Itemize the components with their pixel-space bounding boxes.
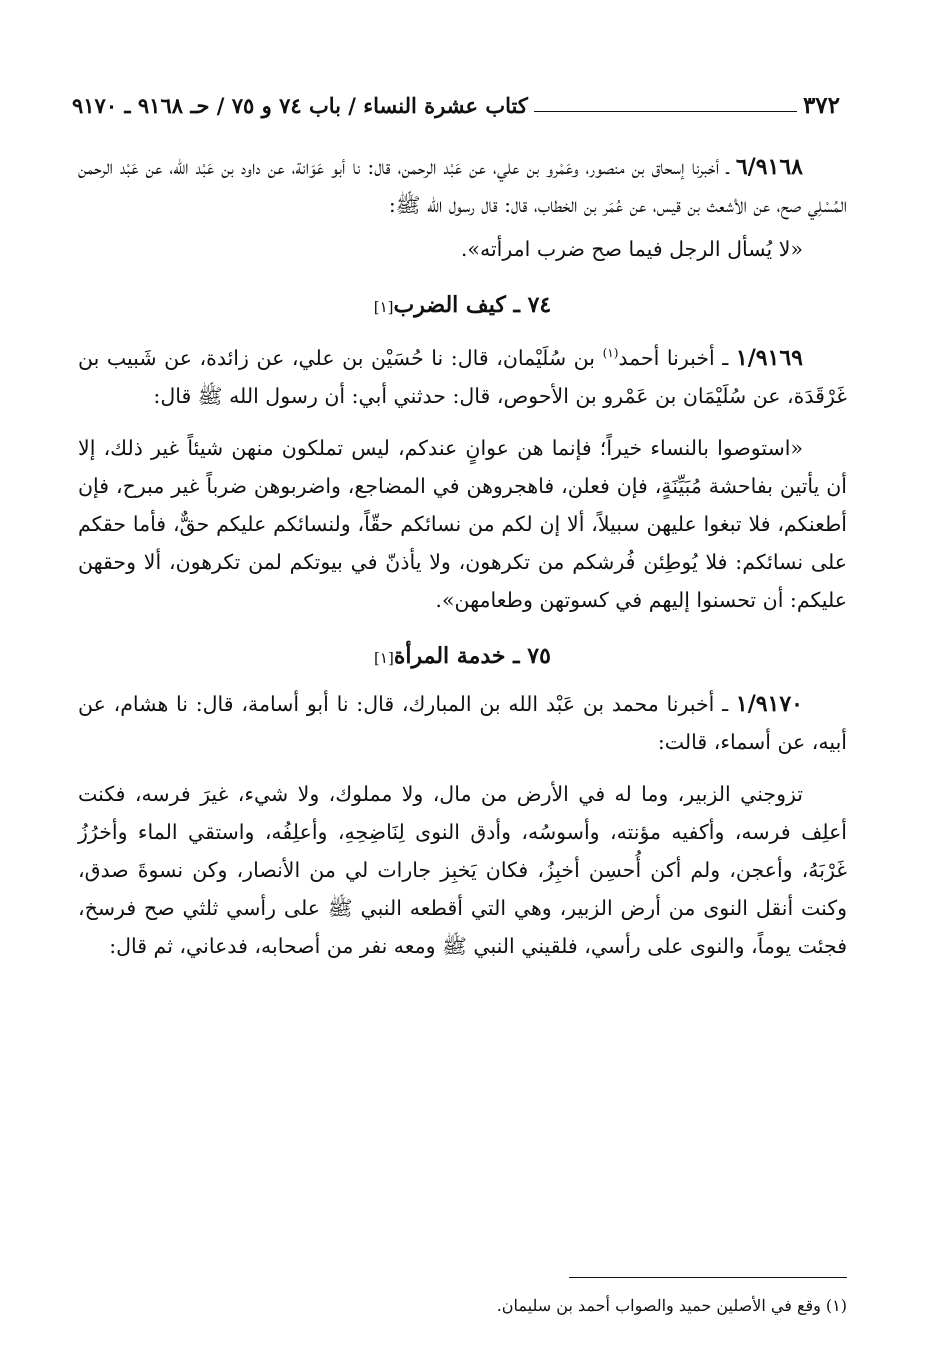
footnote-mark: (١) bbox=[602, 346, 619, 360]
footnote-rule bbox=[569, 1277, 847, 1278]
page-header bbox=[72, 88, 840, 122]
page-number: ٣٧٢ bbox=[802, 91, 840, 119]
section-75-ref: [١] bbox=[374, 648, 394, 667]
header-rule bbox=[534, 111, 797, 112]
section-75-title-text: ٧٥ ـ خدمة المرأة bbox=[393, 642, 551, 669]
hadith-9168-isnad-text: ـ أخبرنا إسحاق بن منصور، وعَمْرو بن علي، عن عَبْد الرحمن، قال: نا أبو عَوَانة، عن داود بن عَبْد الله، عن عَبْد الرحمن المُسْلِي صح، عن الأشعث بن قيس، عن عُمَر بن الخطاب، قال: قال رسول الله ﷺ: bbox=[78, 155, 847, 217]
section-74-title-text: ٧٤ ـ كيف الضرب bbox=[393, 292, 552, 318]
page-body bbox=[78, 148, 847, 965]
hadith-9169-matn: «استوصوا بالنساء خيراً؛ فإنما هن عوانٍ عندكم، ليس تملكون منهن شيئاً غير ذلك، إلا أن يأتين بفاحشة مُبَيِّنَةٍ، فإن فعلن، فاهجروهن في المضاجع، واضربوهن ضرباً غير مبرح، فإن أطعنكم، فلا تبغوا عليهن سبيلاً، ألا إن لكم من نسائكم حقّاً، ولنسائكم عليكم حقٌّ، فأما حقكم على نسائكم: فلا يُوطِئن فُرشكم من تكرهون، ولا يأذنّ في بيوتكم لمن تكرهون، ألا وحقهن عليكم: أن تحسنوا إليهم في كسوتهن وطعامهن». bbox=[78, 435, 847, 612]
section-74-title bbox=[78, 286, 847, 326]
hadith-9169-number: ١/٩١٦٩ bbox=[735, 344, 803, 371]
hadith-9170-isnad-text: ـ أخبرنا محمد بن عَبْد الله بن المبارك، قال: نا أبو أسامة، قال: نا هشام، عن أبيه، عن أسماء، قالت: bbox=[78, 691, 847, 754]
hadith-9169-isnad-part2: بن سُلَيْمان، قال: نا حُسَيْن بن علي، عن زائدة، عن شَبيب بن غَرْقَدَة، عن سُلَيْمَان بن عَمْرو بن الأحوص، قال: حدثني أبي: أن رسول الله ﷺ قال: bbox=[78, 345, 847, 408]
hadith-9170-matn: تزوجني الزبير، وما له في الأرض من مال، ولا مملوك، ولا شيء، غيرَ فرسه، فكنت أعلِف فرسه، وأكفيه مؤنته، وأسوسُه، وأدق النوى لِنَاضِحِهِ، وأعلِفُه، واستقي الماء وأخرُزُ غَرْبَهُ، وأعجن، ولم أكن أُحسِن أخبِزُ، فكان يَخبِز جارات لي من الأنصار، وكن نسوةَ صدق، وكنت أنقل النوى من أرض الزبير، وهي التي أقطعه النبي ﷺ على رأسي ثلثي صح فرسخ، فجئت يوماً، والنوى على رأسي، فلقيني النبي ﷺ ومعه نفر من أصحابه، فدعاني، ثم قال: bbox=[78, 781, 847, 958]
hadith-9170-isnad bbox=[78, 685, 847, 761]
section-74-ref: [١] bbox=[373, 298, 394, 316]
footnote: (١) وقع في الأصلين حميد والصواب أحمد بن سليمان. bbox=[496, 1296, 847, 1315]
running-title: كتاب عشرة النساء / باب ٧٤ و ٧٥ / حـ ٩١٦٨ ـ ٩١٧٠ bbox=[72, 92, 528, 118]
hadith-9168-number: ٦/٩١٦٨ bbox=[735, 154, 803, 180]
hadith-9168-matn: «لا يُسأل الرجل فيما صح ضرب امرأته». bbox=[460, 237, 803, 261]
hadith-9169-isnad bbox=[78, 334, 847, 415]
hadith-9169-isnad-part1: ـ أخبرنا أحمد bbox=[618, 345, 729, 370]
section-75-title bbox=[78, 637, 847, 677]
hadith-9168-isnad bbox=[78, 148, 847, 224]
hadith-9170-number: ١/٩١٧٠ bbox=[735, 690, 803, 717]
